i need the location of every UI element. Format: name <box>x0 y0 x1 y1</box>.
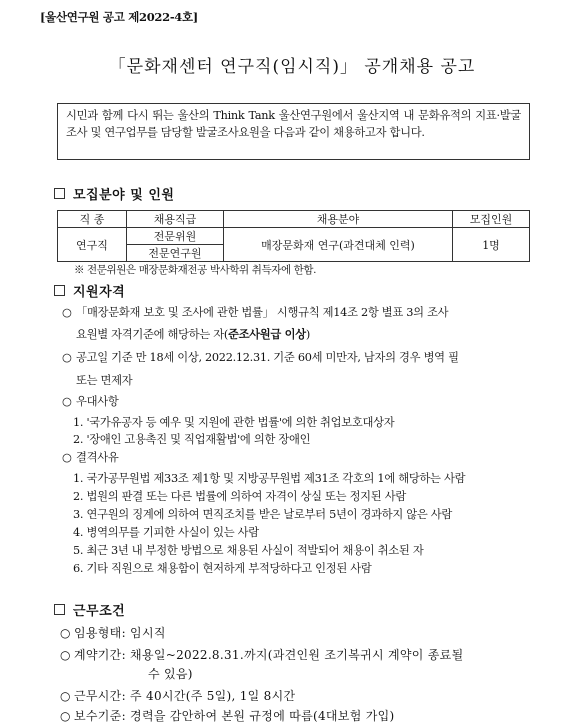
disqual-item-4: 4. 병역의무를 기피한 사실이 있는 사람 <box>73 526 259 539</box>
cell-rank-1: 전문위원 <box>127 228 224 245</box>
checkbox-square-icon <box>54 188 65 199</box>
bullet-icon: ○ <box>62 451 72 464</box>
cell-count: 1명 <box>453 228 530 262</box>
table-row <box>58 228 530 245</box>
preference-item-1: 1. '국가유공자 등 예우 및 지원에 관한 법률'에 의한 취업보호대상자 <box>73 416 395 429</box>
preference-heading: ○ 우대사항 <box>62 395 119 408</box>
section-work-heading <box>54 600 125 619</box>
header-job-type: 직 종 <box>58 211 127 228</box>
cell-field: 매장문화재 연구(과견대체 인력) <box>224 228 453 262</box>
notice-number: [울산연구원 공고 제2022-4호] <box>40 10 198 24</box>
work-period-cont: 수 있음) <box>148 667 193 681</box>
page-title: 「문화재센터 연구직(임시직)」 공개채용 공고 <box>108 57 476 77</box>
cell-rank-2: 전문연구원 <box>127 245 224 262</box>
bullet-icon: ○ <box>60 689 71 703</box>
header-rank: 채용직급 <box>127 211 224 228</box>
bullet-icon: ○ <box>60 709 71 723</box>
qual-item-1-line-2: 요원별 자격기준에 해당하는 자(준조사원급 이상) <box>76 327 310 341</box>
work-pay: ○ 보수기준: 경력을 감안하여 본원 규정에 따름(4대보험 가입) <box>60 709 395 723</box>
section-qual-title: 지원자격 <box>73 285 126 300</box>
qual-item-1-line-1: ○ 「매장문화재 보호 및 조사에 관한 법률」 시행규칙 제14조 2항 별표 3의 조사 <box>62 306 449 319</box>
work-hours: ○ 근무시간: 주 40시간(주 5일), 1일 8시간 <box>60 689 296 703</box>
disqual-item-1: 1. 국가공무원법 제33조 제1항 및 지방공무원법 제31조 각호의 1에 해당하는 사람 <box>73 472 466 485</box>
disqual-item-3: 3. 연구원의 징계에 의하여 면직조치를 받은 날로부터 5년이 경과하지 않은 사람 <box>73 508 452 521</box>
bullet-icon: ○ <box>62 351 72 364</box>
table-note: ※ 전문위원은 매장문화재전공 박사학위 취득자에 한함. <box>74 264 317 276</box>
checkbox-square-icon <box>54 285 65 296</box>
disqual-item-2: 2. 법원의 판결 또는 다른 법률에 의하여 자격이 상실 또는 정지된 사람 <box>73 490 406 503</box>
bullet-icon: ○ <box>60 626 71 640</box>
section-qual-heading <box>54 281 125 300</box>
preference-item-2: 2. '장애인 고용촉진 및 직업재활법'에 의한 장애인 <box>73 433 311 446</box>
header-field: 채용분야 <box>224 211 453 228</box>
intro-box: 시민과 함께 다시 뛰는 울산의 Think Tank 울산연구원에서 울산지역 내 문화유적의 지표·발굴조사 및 연구업무를 담당할 발굴조사요원을 다음과 같이 채용하고자 합니다. <box>57 103 530 160</box>
disqual-heading: ○ 결격사유 <box>62 451 119 464</box>
section-recruit-heading <box>54 184 174 203</box>
disqual-item-5: 5. 최근 3년 내 부정한 방법으로 채용된 사실이 적발되어 채용이 취소된 자 <box>73 544 424 557</box>
disqual-item-6: 6. 기타 직원으로 채용함이 현저하게 부적당하다고 인정된 사람 <box>73 562 372 575</box>
work-type: ○ 임용형태: 임시직 <box>60 626 166 640</box>
section-work-title: 근무조건 <box>73 604 126 619</box>
checkbox-square-icon <box>54 604 65 615</box>
cell-job-type: 연구직 <box>58 228 127 262</box>
recruitment-table <box>57 210 530 262</box>
table-header-row <box>58 211 530 228</box>
header-count: 모집인원 <box>453 211 530 228</box>
work-period: ○ 계약기간: 채용일~2022.8.31.까지(과견인원 조기복귀시 계약이 종료될 <box>60 648 464 662</box>
bullet-icon: ○ <box>62 306 72 319</box>
qual-level-emphasis: 준조사원급 이상 <box>227 327 306 341</box>
bullet-icon: ○ <box>62 395 72 408</box>
section-recruit-title: 모집분야 및 인원 <box>73 188 175 203</box>
bullet-icon: ○ <box>60 648 71 662</box>
qual-item-2-line-2: 또는 면제자 <box>76 374 133 387</box>
qual-item-2-line-1: ○ 공고일 기준 만 18세 이상, 2022.12.31. 기준 60세 미만자, 남자의 경우 병역 필 <box>62 351 459 364</box>
